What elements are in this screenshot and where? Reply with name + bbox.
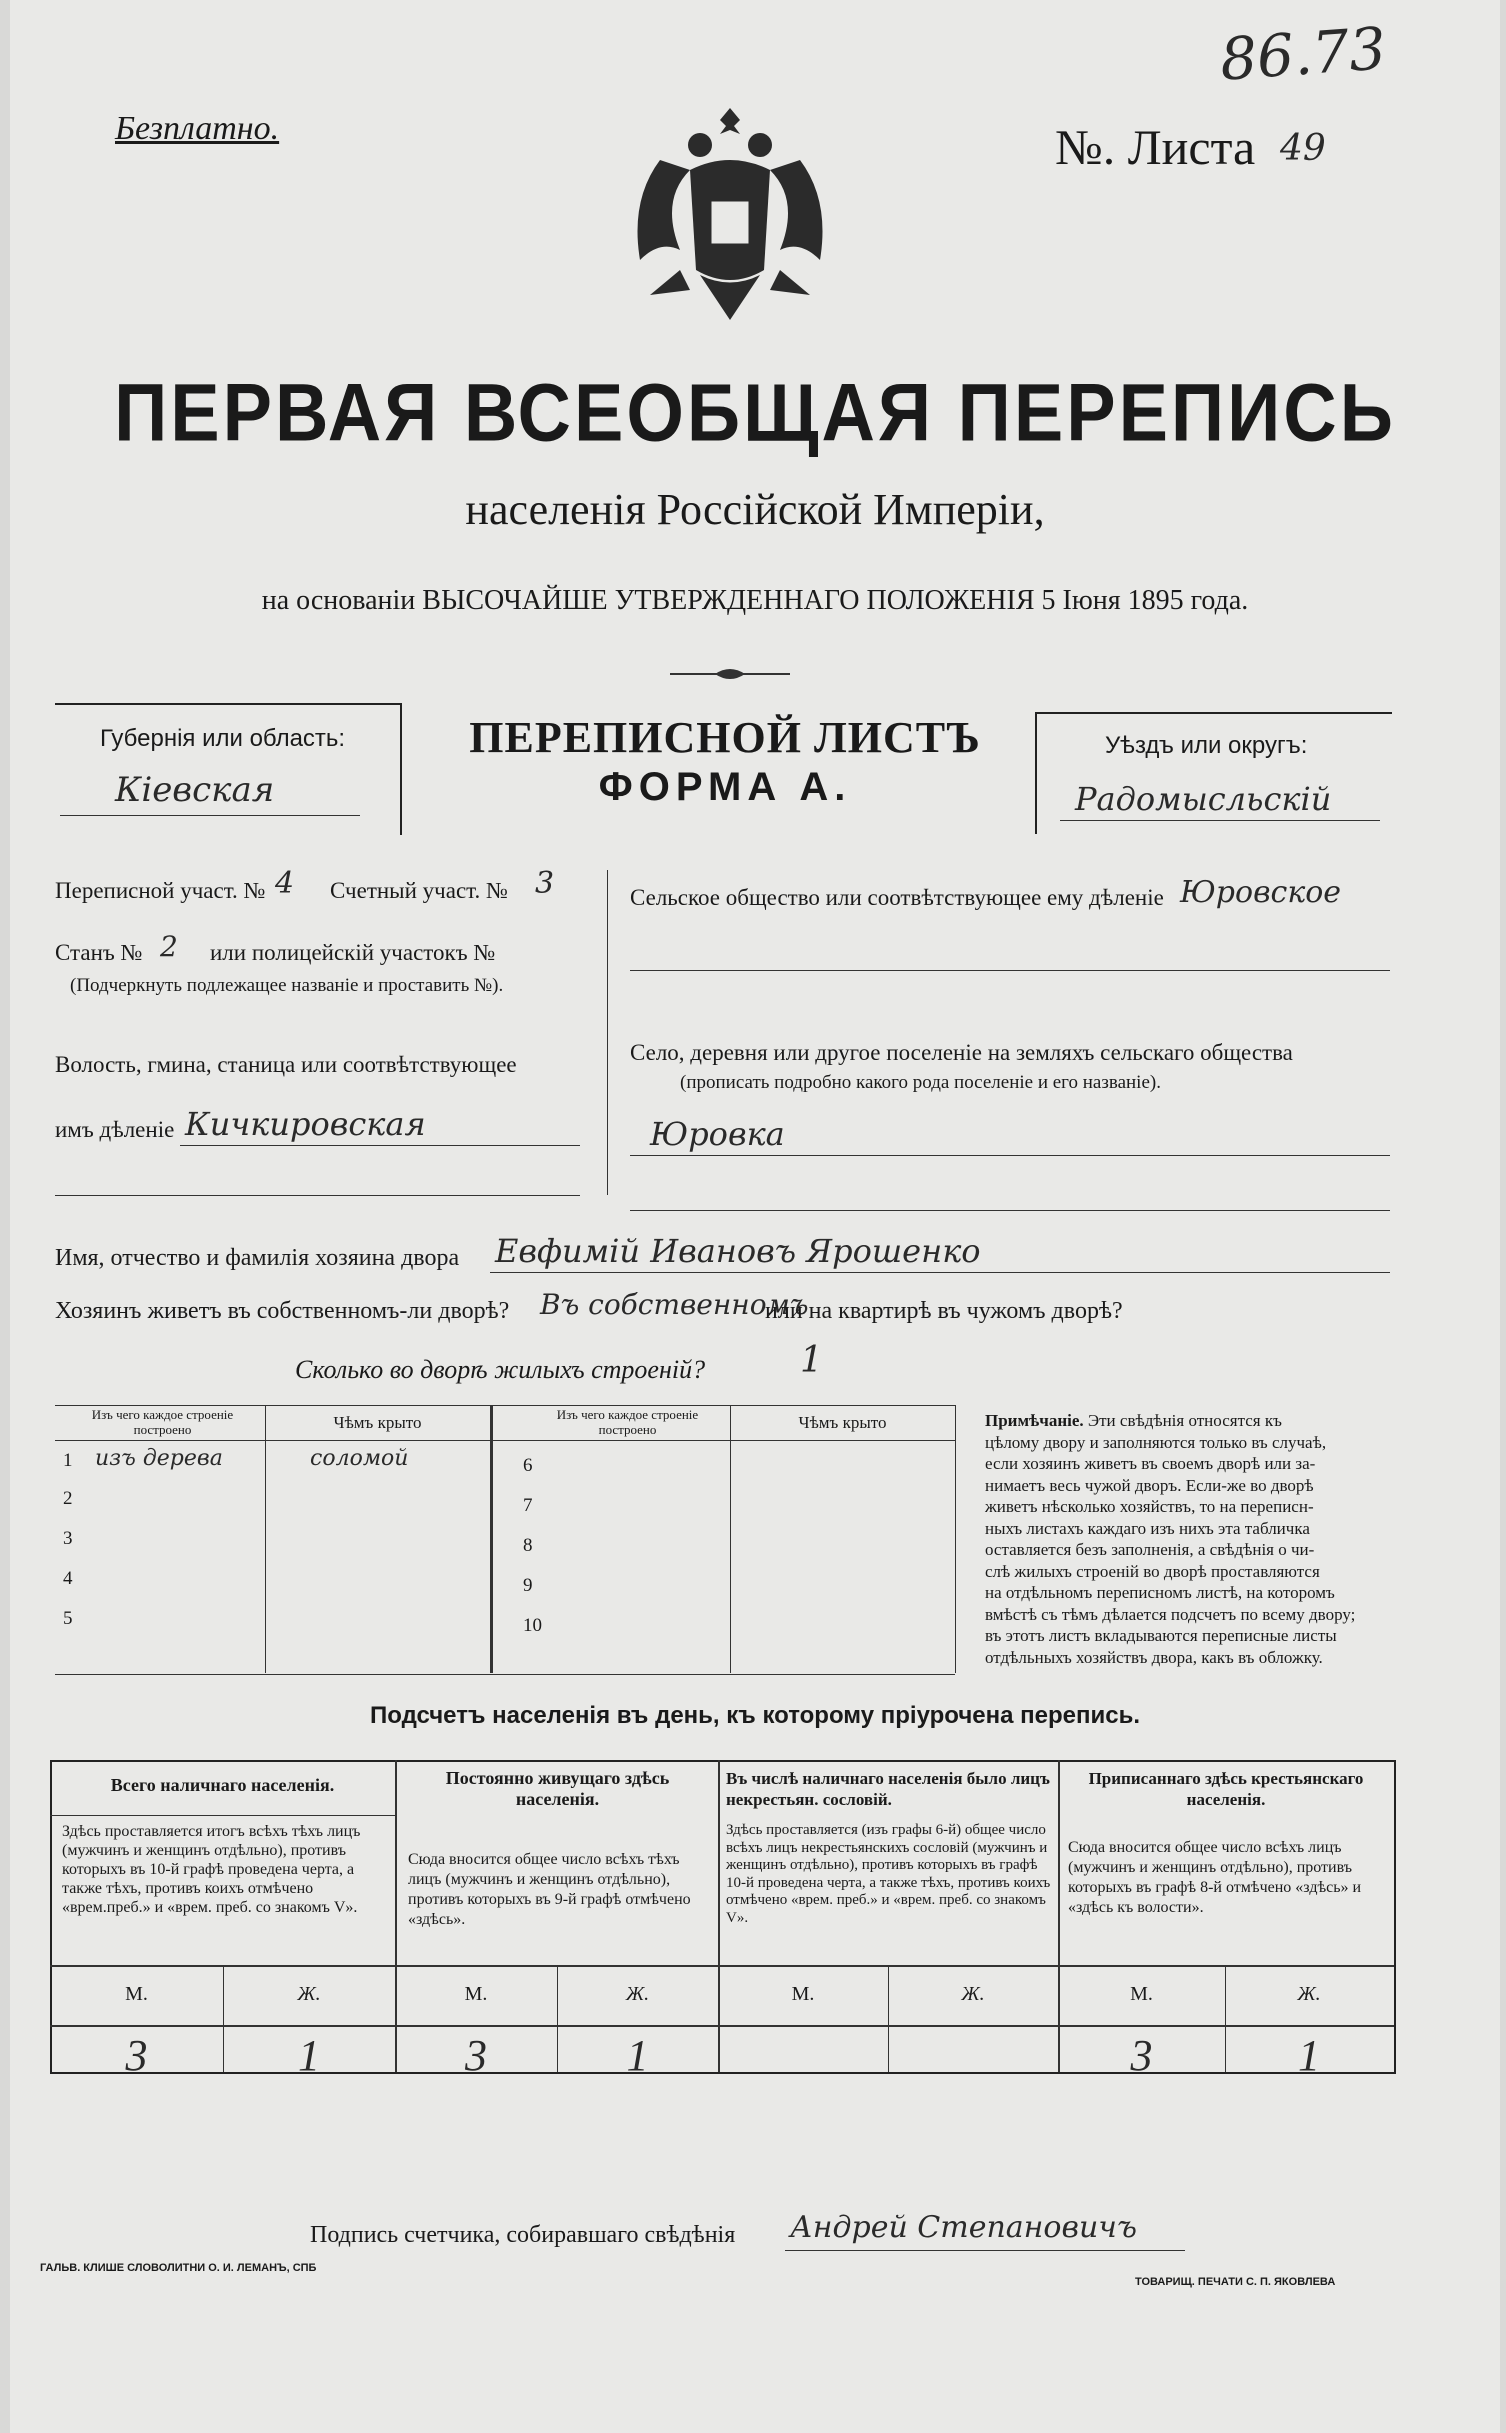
- owner-lives-value[interactable]: Въ собственномъ: [540, 1288, 809, 1321]
- col-roof-right: Чѣмъ крыто: [798, 1413, 887, 1432]
- census-district-label: Переписной участ. №: [55, 878, 266, 903]
- title-basis: на основаніи ВЫСОЧАЙШЕ УТВЕРЖДЕННАГО ПОЛОЖЕНІЯ 5 Іюня 1895 года.: [261, 585, 1249, 616]
- f-label-2: Ж.: [625, 1983, 650, 2005]
- value-permanent-f[interactable]: 1: [626, 2031, 649, 2080]
- gubernia-value[interactable]: Кіевская: [115, 770, 275, 810]
- free-label: Безплатно.: [115, 110, 280, 147]
- value-registered-f[interactable]: 1: [1298, 2031, 1320, 2080]
- signature-value[interactable]: Андрей Степановичъ: [790, 2210, 1137, 2245]
- village-note: (прописать подробно какого рода поселеніе и его названіе).: [680, 1072, 1161, 1093]
- form-title: ПЕРЕПИСНОЙ ЛИСТЪ: [469, 713, 981, 762]
- imperial-eagle-icon: [620, 100, 840, 340]
- census-sheet: 86.73 Безплатно. №. Листа 49 ПЕРВАЯ ВСЕОБЩАЯ ПЕРЕПИСЬ населенія Россійской Имперіи, на основаніи ВЫСОЧАЙШЕ УТВЕРЖДЕННАГО ПОЛОЖЕНІЯ 5 Іюня 1895 года. Губернія или область: Кіевская ПЕРЕПИСНОЙ ЛИСТЪ ФОРМА А. Уѣздъ или округъ: Радомысльскій Переписной участ. № 4 Счетный участ. № 3 Станъ № 2 или полицейскій участокъ № (Подчеркнуть подлежащее названіе и проставить №). Волость, гмина, станица или соотвѣтствующее имъ дѣленіе Кичкировская Сельское общество или соотвѣтствующее ему дѣленіе Юровское Село, деревня или другое поселеніе на земляхъ сельскаго общества (прописать подробно какого рода поселеніе и его названіе). Юровка Имя, отчество и фамилія хозяина двора Евфимій Ивановъ Ярошенко Хозяинъ живетъ въ собственномъ-ли дворѣ? Въ собственномъ или на квартирѣ въ чужомъ дворѣ? Сколько во дворѣ жилыхъ строеній? 1 Изъ чего каждое строеніе построено Чѣмъ крыто Изъ чего каждое строеніе построено Чѣмъ крыто 1 изъ дерева соломой 2 3 4 5 6 7 8 9 10 Примѣчаніе. Эти свѣдѣнія относятся къ цѣлому двору и заполняются только въ случаѣ, если хозяинъ живетъ въ своемъ дворѣ или за- нимаетъ весь чужой дворъ. Если-же во дворѣ живетъ нѣсколько хозяйствъ, то на переписн- ныхъ листахъ каждаго изъ нихъ эта табличка оставляется безъ заполненія, а свѣдѣнія о чи- слѣ жилыхъ строеній во дворѣ проставляются на отдѣльномъ переписномъ листѣ, на которомъ вмѣстѣ съ тѣмъ дѣлается подсчетъ по всему двору; въ этотъ листъ вкладываются переписные листы отдѣльныхъ хозяйствъ двора, какъ въ обложку. Подсчетъ населенія въ день, къ которому пріурочена перепись. Всего наличнаго населенія. Здѣсь проставляется итогъ всѣхъ тѣхъ лицъ (мужчинъ и женщинъ отдѣльно), противъ которыхъ въ 10-й графѣ проведена черта, а также тѣхъ, противъ коихъ отмѣчено «врем.преб.» и «врем. преб. со знакомъ V». Постоянно живущаго здѣсь населенія. Сюда вносится общее число всѣхъ тѣхъ лицъ (мужчинъ и женщинъ отдѣльно), противъ которыхъ въ 9-й графѣ отмѣчено «здѣсь». Въ числѣ наличнаго населенія было лицъ некрестьян. сословій. Здѣсь проставляется (изъ графы 6-й) общее число всѣхъ лицъ некрестьянскихъ сословій (мужчинъ и женщинъ отдѣльно), противъ которыхъ въ графѣ 10-й проведена черта, а также тѣхъ, противъ коихъ отмѣчено «врем. преб.» и «врем. преб. со знакомъ V». Приписаннаго здѣсь крестьянскаго населенія. Сюда вносится общее число всѣхъ лицъ (мужчинъ и женщинъ отдѣльно), противъ которыхъ въ графѣ 8-й отмѣчено «здѣсь» и «здѣсь къ волости». М. Ж. М. Ж. М. Ж. М. Ж. 3 1 3 1 3 1 Подпись счетчика, собиравшаго свѣдѣнія Андрей Степановичъ ГАЛЬВ. КЛИШЕ СЛОВОЛИТНИ О. И. ЛЕМАНЪ, СПБ ТОВАРИЩ. ПЕЧАТИ С. П. ЯКОВЛЕВА: [10, 0, 1500, 2433]
- census-district-value[interactable]: 4: [275, 866, 295, 901]
- m-label-2: М.: [464, 1983, 488, 2005]
- sheet-number-label: №. Листа: [1055, 119, 1256, 175]
- corner-number: 86.73: [1217, 14, 1389, 94]
- population-title: Подсчетъ населенія въ день, къ которому пріурочена перепись.: [370, 1702, 1140, 1729]
- count-district-value[interactable]: 3: [535, 866, 555, 901]
- note-block: Примѣчаніе. Эти свѣдѣнія относятся къ цѣлому двору и заполняются только въ случаѣ, если хозяинъ живетъ въ своемъ дворѣ или за- нимаетъ весь чужой дворъ. Если-же во дворѣ живетъ нѣсколько хозяйствъ, то на переписн- ныхъ листахъ каждаго изъ нихъ эта табличка оставляется безъ заполненія, а свѣдѣнія о чи- слѣ жилыхъ строеній во дворѣ проставляются на отдѣльномъ переписномъ листѣ, на которомъ вмѣстѣ съ тѣмъ дѣлается подсчетъ по всему двору; въ этотъ листъ вкладываются переписные листы отдѣльныхъ хозяйствъ двора, какъ въ обложку.: [985, 1411, 1356, 1667]
- value-total-m[interactable]: 3: [125, 2031, 148, 2080]
- title-main: ПЕРВАЯ ВСЕОБЩАЯ ПЕРЕПИСЬ: [114, 366, 1396, 459]
- value-registered-m[interactable]: 3: [1130, 2031, 1153, 2080]
- note-title: Примѣчаніе.: [985, 1411, 1084, 1430]
- count-district-label: Счетный участ. №: [330, 878, 508, 903]
- ornament-divider: [670, 664, 790, 684]
- buildings-value[interactable]: 1: [800, 1340, 823, 1381]
- owner-value[interactable]: Евфимій Ивановъ Ярошенко: [495, 1232, 981, 1270]
- volost-label-2: имъ дѣленіе: [55, 1117, 175, 1142]
- f-label-1: Ж.: [297, 1983, 321, 2005]
- col-roof-left: Чѣмъ крыто: [333, 1413, 422, 1432]
- col-material-right: Изъ чего каждое строеніе построено: [556, 1407, 699, 1437]
- value-permanent-m[interactable]: 3: [465, 2031, 487, 2080]
- gubernia-label: Губернія или область:: [100, 725, 346, 752]
- stan-note: (Подчеркнуть подлежащее названіе и проставить №).: [70, 975, 504, 996]
- m-label-4: М.: [1130, 1983, 1153, 2005]
- uezd-value[interactable]: Радомысльскій: [1075, 780, 1332, 818]
- title-sub: населенія Россійской Имперіи,: [465, 485, 1045, 534]
- uezd-label: Уѣздъ или округъ:: [1105, 732, 1308, 759]
- owner-lives-label: Хозяинъ живетъ въ собственномъ-ли дворѣ?: [55, 1298, 510, 1324]
- volost-value[interactable]: Кичкировская: [185, 1105, 426, 1143]
- pop-head-nonpeasant: Въ числѣ наличнаго населенія было лицъ некрестьян. сословій.: [726, 1769, 1050, 1809]
- owner-label: Имя, отчество и фамилія хозяина двора: [55, 1245, 460, 1271]
- stan-label: Станъ №: [55, 940, 143, 965]
- value-total-f[interactable]: 1: [298, 2031, 320, 2080]
- owner-lives-alt-label: или на квартирѣ въ чужомъ дворѣ?: [765, 1298, 1123, 1324]
- pop-desc-permanent: Сюда вносится общее число всѣхъ тѣхъ лицъ (мужчинъ и женщинъ отдѣльно), противъ которыхъ въ 9-й графѣ отмѣчено «здѣсь».: [408, 1851, 691, 1928]
- pop-head-total: Всего наличнаго населенія.: [110, 1775, 335, 1795]
- stan-value[interactable]: 2: [160, 930, 178, 963]
- col-material-left: Изъ чего каждое строеніе построено: [91, 1407, 234, 1437]
- f-label-3: Ж.: [961, 1983, 985, 2005]
- pop-head-registered: Приписаннаго здѣсь крестьянскаго населенія.: [1088, 1769, 1364, 1809]
- village-label: Село, деревня или другое поселеніе на земляхъ сельскаго общества: [630, 1040, 1293, 1065]
- society-label: Сельское общество или соотвѣтствующее ему дѣленіе: [630, 885, 1164, 910]
- police-label: или полицейскій участокъ №: [210, 940, 496, 965]
- pop-desc-nonpeasant: Здѣсь проставляется (изъ графы 6-й) общее число всѣхъ лицъ некрестьянскихъ сословій (мужчинъ и женщинъ отдѣльно), противъ которыхъ въ графѣ 10-й проведена черта, а также тѣхъ, противъ коихъ отмѣчено «врем. преб.» и «врем. преб. со знакомъ V».: [726, 1822, 1051, 1926]
- pop-desc-total: Здѣсь проставляется итогъ всѣхъ тѣхъ лицъ (мужчинъ и женщинъ отдѣльно), противъ которыхъ въ 10-й графѣ проведена черта, а также тѣхъ, противъ коихъ отмѣчено «врем.преб.» и «врем. преб. со знакомъ V».: [62, 1823, 361, 1916]
- footer-left: ГАЛЬВ. КЛИШЕ СЛОВОЛИТНИ О. И. ЛЕМАНЪ, СПБ: [40, 2262, 317, 2274]
- society-value[interactable]: Юровское: [1180, 875, 1342, 910]
- form-subtitle: ФОРМА А.: [598, 765, 852, 809]
- sheet-number-value: 49: [1280, 128, 1326, 169]
- m-label-3: М.: [791, 1983, 815, 2005]
- f-label-4: Ж.: [1297, 1983, 1321, 2005]
- pop-desc-registered: Сюда вносится общее число всѣхъ лицъ (мужчинъ и женщинъ отдѣльно), противъ которыхъ въ графѣ 8-й отмѣчено «здѣсь» и «здѣсь къ волости».: [1068, 1839, 1362, 1916]
- footer-right: ТОВАРИЩ. ПЕЧАТИ С. П. ЯКОВЛЕВА: [1135, 2276, 1336, 2288]
- buildings-label: Сколько во дворѣ жилыхъ строеній?: [295, 1355, 706, 1384]
- village-value[interactable]: Юровка: [650, 1115, 785, 1153]
- volost-label: Волость, гмина, станица или соотвѣтствующее: [55, 1052, 517, 1077]
- pop-head-permanent: Постоянно живущаго здѣсь населенія.: [445, 1768, 670, 1809]
- m-label-1: М.: [125, 1983, 148, 2005]
- signature-label: Подпись счетчика, собиравшаго свѣдѣнія: [310, 2222, 736, 2248]
